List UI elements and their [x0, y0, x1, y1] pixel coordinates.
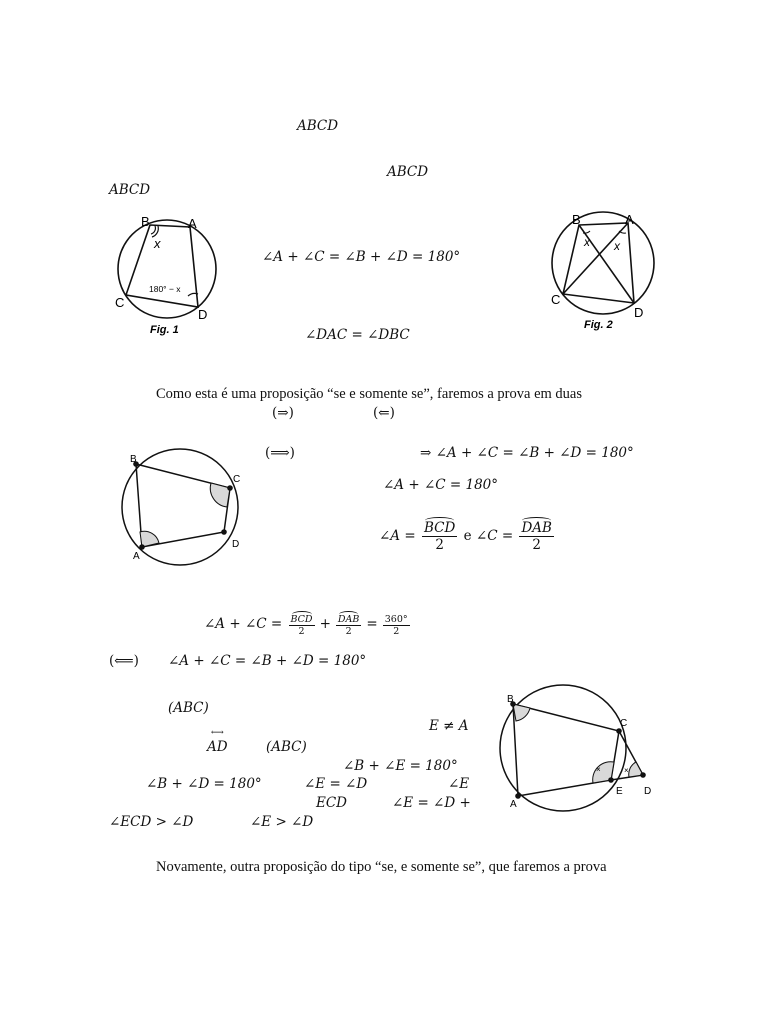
forward-direction-label: (⟹)	[265, 445, 295, 461]
e-not-equal-a: E ≠ A	[429, 718, 469, 734]
small-360: 360°	[384, 614, 408, 625]
direction-backward-label: (⇐)	[373, 405, 395, 421]
fig2-label-d: D	[634, 305, 644, 320]
angle-e-equals-d: ∠E = ∠D	[304, 776, 368, 792]
direction-forward-label: (⇒)	[272, 405, 294, 421]
fig4-label-b: B	[507, 694, 514, 705]
fig4-angle-mark-e: ×	[596, 765, 601, 774]
fig4-angle-mark-d: ×	[624, 766, 629, 775]
fig3-label-b: B	[130, 454, 137, 465]
small-arc-dab: DAB	[337, 614, 360, 625]
fig1-label-a: A	[188, 216, 197, 231]
triangle-ecd: ECD	[316, 795, 348, 811]
next-proposition-text: Novamente, outra proposição do tipo “se, e somente se”, que faremos a prova	[156, 859, 607, 875]
line-ad-text: ⟷ AD	[207, 739, 228, 755]
math-abcd: ABCD	[387, 164, 429, 180]
small-fraction-dab	[336, 614, 361, 637]
fig3-label-a: A	[133, 551, 140, 562]
fig2-label-c: C	[551, 292, 561, 307]
fraction-bcd	[422, 520, 457, 553]
angle-b-plus-d: ∠B + ∠D = 180°	[146, 776, 262, 792]
angle-sum-computation: ∠A + ∠C = $\frac{\text{BCD}}{2}$ + $\frac{\text{DAB}}{2}$ = $\frac{360^\circ}{2}$	[204, 614, 408, 637]
fraction-dab	[519, 520, 554, 553]
small-fraction-bcd	[289, 614, 315, 637]
small-arc-bcd: BCD	[290, 614, 313, 625]
circle-abc-2: (ABC)	[266, 739, 307, 755]
fig2-caption: Fig. 2	[584, 319, 613, 331]
sum-left: ∠A + ∠C =	[204, 616, 283, 632]
proposition-angle-equal: ∠DAC = ∠DBC	[305, 327, 410, 343]
inscribed-angle-formula	[379, 520, 556, 553]
fraction-denominator: 2	[435, 537, 444, 553]
proof-intro-text: Como esta é uma proposição “se e somente se”, faremos a prova em duas	[156, 386, 582, 402]
small-denominator: 2	[393, 626, 400, 637]
fig3-label-d: D	[232, 539, 240, 550]
arc-dab: DAB	[521, 520, 552, 536]
fig4-label-a: A	[510, 799, 517, 810]
fig2-x-mark-left: x	[584, 235, 590, 249]
fig4-label-e: E	[616, 786, 623, 797]
math-abcd: ABCD	[109, 182, 151, 198]
small-fraction-360	[383, 614, 410, 637]
angle-e: ∠E	[448, 776, 470, 792]
arc-bcd: BCD	[423, 520, 456, 536]
fig1-label-b: B	[141, 214, 150, 229]
angle-e-greater-d: ∠E > ∠D	[250, 814, 314, 830]
math-abcd: ABCD	[297, 118, 339, 134]
fig1-x-mark: x	[154, 236, 161, 251]
fig2-label-a: A	[625, 212, 634, 227]
fraction-denominator: 2	[532, 537, 541, 553]
figure-4	[488, 682, 658, 814]
figure-1	[108, 208, 228, 340]
fig1-angle-text: 180° − x	[149, 284, 181, 294]
forward-goal: ⇒ ∠A + ∠C = ∠B + ∠D = 180°	[420, 445, 634, 461]
figure-3	[112, 446, 252, 568]
angle-b-plus-e: ∠B + ∠E = 180°	[343, 758, 458, 774]
angle-a-eq: ∠A =	[379, 528, 416, 544]
forward-claim: ∠A + ∠C = 180°	[383, 477, 499, 493]
circle-abc-1: (ABC)	[168, 700, 209, 716]
conjunction-e: e	[463, 528, 472, 544]
small-denominator: 2	[345, 626, 352, 637]
small-denominator: 2	[298, 626, 305, 637]
line-ad	[207, 739, 228, 755]
fig1-label-c: C	[115, 295, 125, 310]
fig4-label-c: C	[620, 718, 628, 729]
angle-ecd-greater-d: ∠ECD > ∠D	[109, 814, 194, 830]
fig1-caption: Fig. 1	[150, 324, 179, 336]
backward-direction-label: (⟸)	[109, 653, 139, 669]
fig2-label-b: B	[572, 212, 581, 227]
angle-c-eq: ∠C =	[475, 528, 514, 544]
fig1-label-d: D	[198, 307, 208, 322]
fig4-label-d: D	[644, 786, 652, 797]
figure-2	[544, 206, 664, 334]
angle-e-equals-d-plus: ∠E = ∠D +	[392, 795, 471, 811]
fig3-label-c: C	[233, 474, 241, 485]
proposition-angle-sum: ∠A + ∠C = ∠B + ∠D = 180°	[262, 249, 461, 265]
fig2-x-mark-right: x	[614, 239, 620, 253]
backward-goal: ∠A + ∠C = ∠B + ∠D = 180°	[168, 653, 367, 669]
